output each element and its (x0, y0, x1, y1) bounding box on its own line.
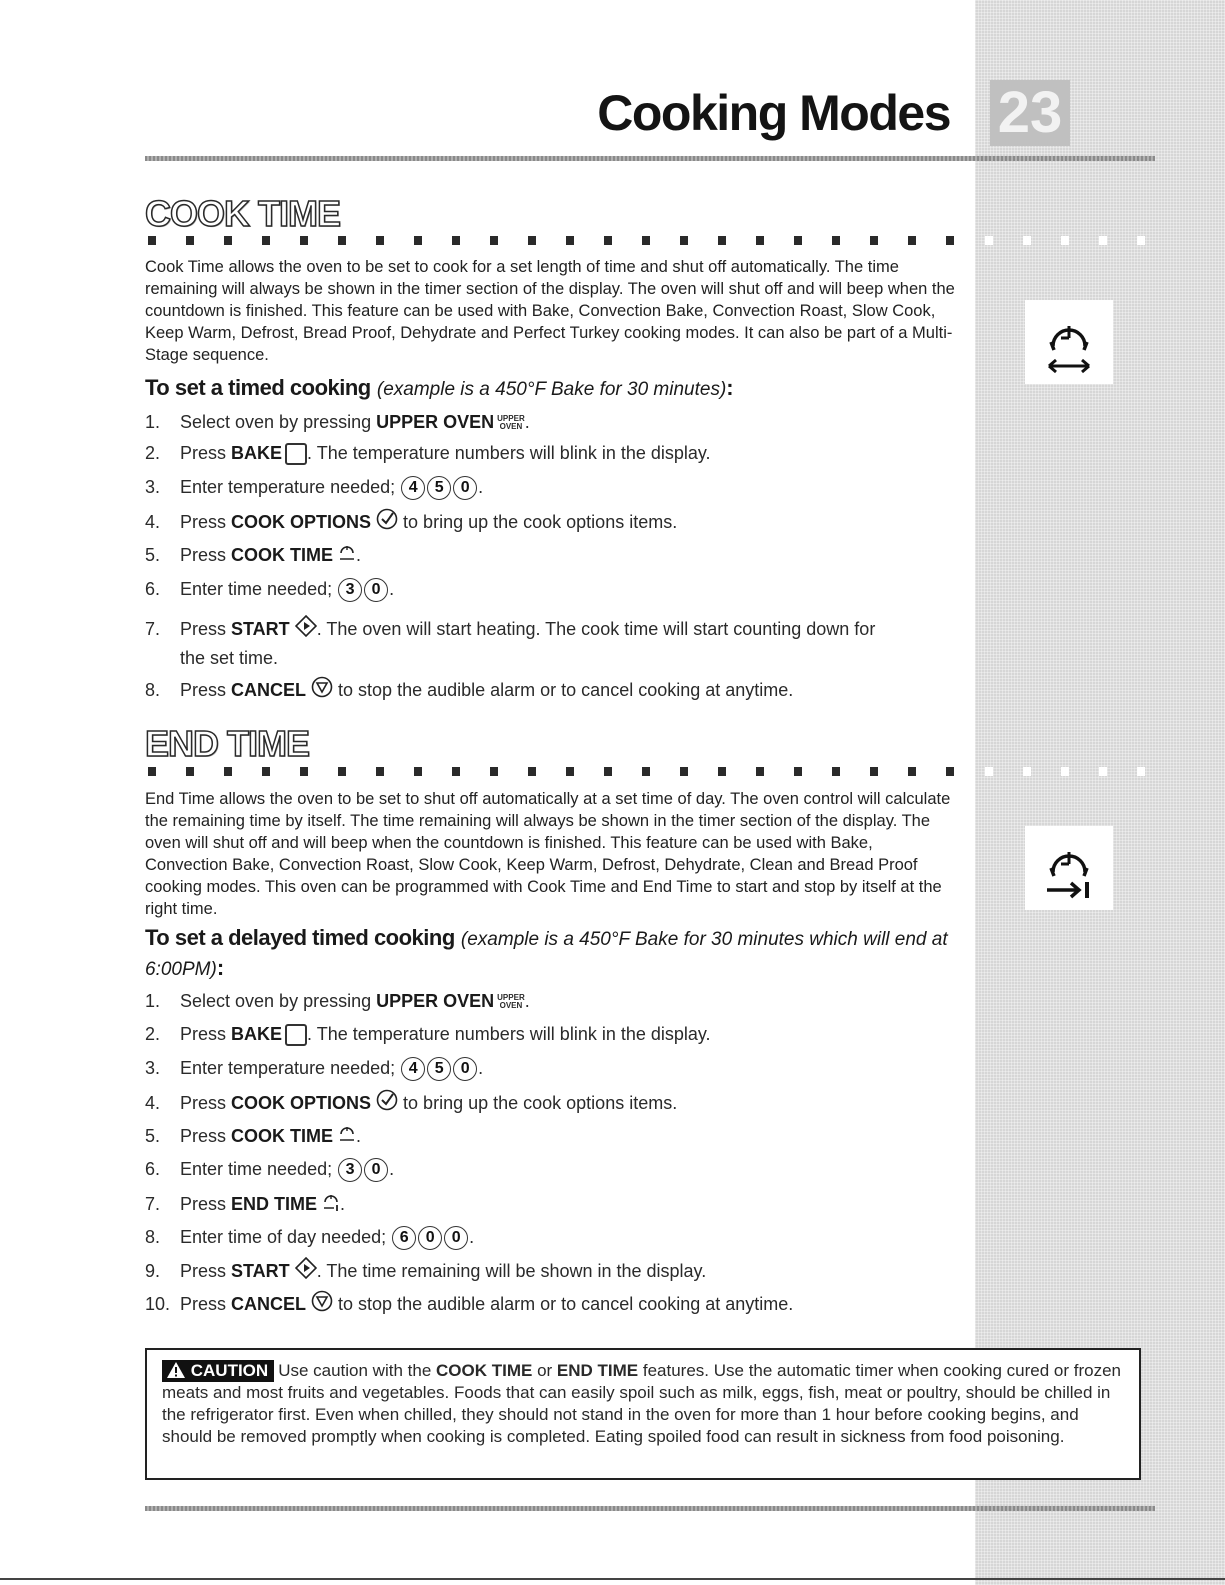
cook-time-description: Cook Time allows the oven to be set to cook for a set length of time and shut off automatically. The time remaining will always be shown in the timer section of the display. The oven will shut off and will beep when the countdown is finished. This feature can be used with Bake, Convection Bake, Convection Roast, Slow Cook, Keep Warm, Defrost, Bread Proof, Dehydrate and Perfect Turkey cooking modes. It can also be part of a Multi-Stage sequence. (145, 258, 955, 364)
footer-rule (145, 1506, 1155, 1511)
cook-time-clock-icon (1025, 300, 1113, 384)
upper-oven-key-icon[interactable]: UPPER OVEN (497, 993, 525, 1011)
digit-key[interactable]: 0 (453, 1057, 477, 1081)
cook-time-key[interactable]: COOK TIME (231, 544, 334, 565)
cancel-triangle-icon[interactable] (311, 676, 333, 706)
end-step-7: 7. Press END TIME . (145, 1190, 955, 1220)
cook-step-1: 1. Select oven by pressing UPPER OVEN UPPER OVEN . (145, 412, 530, 432)
cook-step-8: 8. Press CANCEL to stop the audible alarm or to cancel cooking at anytime. (145, 676, 955, 706)
caution-text: CAUTION Use caution with the COOK TIME or END TIME features. Use the automatic timer when cooking cured or frozen meats and most fruits and vegetables. Foods that can easily spoil such as milk, eggs, fish, meat or poultry, should be chilled in the refrigerator first. Even when chilled, they should not stand in the oven for more than 1 hour before cooking begins, and should be removed promptly when cooking is completed. Eating spoiled food can result in sickness from food poisoning. (162, 1361, 1121, 1446)
section-divider-sidebar (985, 236, 1155, 245)
caution-badge: CAUTION (162, 1360, 274, 1382)
digit-key[interactable]: 5 (427, 476, 451, 500)
page-edge-line (0, 1578, 1225, 1580)
end-step-10: 10. Press CANCEL to stop the audible alarm or to cancel cooking at anytime. (145, 1290, 955, 1320)
cook-options-check-icon[interactable] (376, 508, 398, 538)
end-time-clock-icon[interactable] (322, 1190, 340, 1220)
upper-oven-key[interactable]: UPPER OVEN (376, 412, 495, 432)
cook-options-key[interactable]: COOK OPTIONS (231, 511, 372, 532)
warning-triangle-icon (166, 1361, 186, 1379)
cook-step-5: 5. Press COOK TIME . (145, 541, 955, 571)
cook-options-key[interactable]: COOK OPTIONS (231, 1092, 372, 1113)
end-time-subheading: To set a delayed timed cooking (example is a 450°F Bake for 30 minutes which will end at 6:00PM): (145, 925, 948, 980)
section-title-end-time: END TIME (145, 723, 310, 764)
digit-key[interactable]: 0 (444, 1226, 468, 1250)
page-title: Cooking Modes (597, 85, 950, 141)
end-step-8: 8. Enter time of day needed; 6 0 0 . (145, 1224, 955, 1251)
cook-step-2: 2. Press BAKE . The temperature numbers will blink in the display. (145, 440, 955, 467)
end-step-2: 2. Press BAKE . The temperature numbers will blink in the display. (145, 1021, 955, 1048)
end-step-6: 6. Enter time needed; 3 0 . (145, 1156, 955, 1183)
digit-key[interactable]: 4 (401, 1057, 425, 1081)
digit-key[interactable]: 3 (338, 1158, 362, 1182)
end-time-key[interactable]: END TIME (231, 1193, 318, 1214)
end-step-5: 5. Press COOK TIME . (145, 1122, 955, 1152)
bake-key[interactable]: BAKE (231, 1024, 283, 1044)
section-title-cook-time: COOK TIME (145, 193, 340, 234)
page-number: 23 (990, 80, 1070, 146)
cook-options-check-icon[interactable] (376, 1089, 398, 1119)
end-step-3: 3. Enter temperature needed; 4 5 0 . (145, 1055, 955, 1082)
end-time-clock-icon (1025, 826, 1113, 910)
digit-key[interactable]: 4 (401, 476, 425, 500)
start-diamond-icon[interactable] (295, 615, 317, 645)
cancel-key[interactable]: CANCEL (231, 1293, 307, 1314)
digit-key[interactable]: 0 (364, 578, 388, 602)
digit-key[interactable]: 3 (338, 578, 362, 602)
end-step-4: 4. Press COOK OPTIONS to bring up the cook options items. (145, 1089, 955, 1119)
start-key[interactable]: START (231, 1260, 290, 1281)
bake-key[interactable]: BAKE (231, 443, 283, 463)
section-divider-sidebar (985, 767, 1155, 776)
section-divider (148, 236, 963, 245)
section-divider (148, 767, 963, 776)
end-step-9: 9. Press START . The time remaining will be shown in the display. (145, 1257, 955, 1287)
cook-time-clock-icon[interactable] (338, 541, 356, 571)
end-time-description: End Time allows the oven to be set to shut off automatically at a set time of day. The oven control will calculate the remaining time by itself. The time remaining will always be shown in the timer section of the display. The oven will shut off and will beep when the countdown is finished. This feature can be used with Bake, Convection Bake, Convection Roast, Slow Cook, Keep Warm, Defrost, Dehydrate, Clean and Bread Proof cooking modes. This oven can be programmed with Cook Time and End Time to start and stop by itself at the right time. (145, 790, 951, 918)
bake-key-icon[interactable] (285, 443, 307, 465)
upper-oven-key[interactable]: UPPER OVEN (376, 991, 495, 1011)
cook-step-3: 3. Enter temperature needed; 4 5 0 . (145, 474, 955, 501)
header-rule (145, 156, 1155, 161)
upper-oven-key-icon[interactable]: UPPER OVEN (497, 414, 525, 432)
start-key[interactable]: START (231, 618, 290, 639)
end-step-1: 1. Select oven by pressing UPPER OVEN UPPER OVEN . (145, 991, 530, 1011)
cook-time-clock-icon[interactable] (338, 1122, 356, 1152)
bake-key-icon[interactable] (285, 1024, 307, 1046)
cook-time-subheading: To set a timed cooking (example is a 450°F Bake for 30 minutes): (145, 375, 734, 400)
caution-box (145, 1348, 1141, 1480)
cancel-triangle-icon[interactable] (311, 1290, 333, 1320)
cook-step-6: 6. Enter time needed; 3 0 . (145, 576, 955, 603)
cancel-key[interactable]: CANCEL (231, 679, 307, 700)
cook-step-4: 4. Press COOK OPTIONS to bring up the cook options items. (145, 508, 955, 538)
start-diamond-icon[interactable] (295, 1257, 317, 1287)
digit-key[interactable]: 0 (418, 1226, 442, 1250)
digit-key[interactable]: 0 (453, 476, 477, 500)
digit-key[interactable]: 5 (427, 1057, 451, 1081)
cook-step-7: 7. Press START . The oven will start heating. The cook time will start counting down for the set time. (145, 615, 955, 672)
digit-key[interactable]: 6 (392, 1226, 416, 1250)
digit-key[interactable]: 0 (364, 1158, 388, 1182)
cook-time-key[interactable]: COOK TIME (231, 1125, 334, 1146)
